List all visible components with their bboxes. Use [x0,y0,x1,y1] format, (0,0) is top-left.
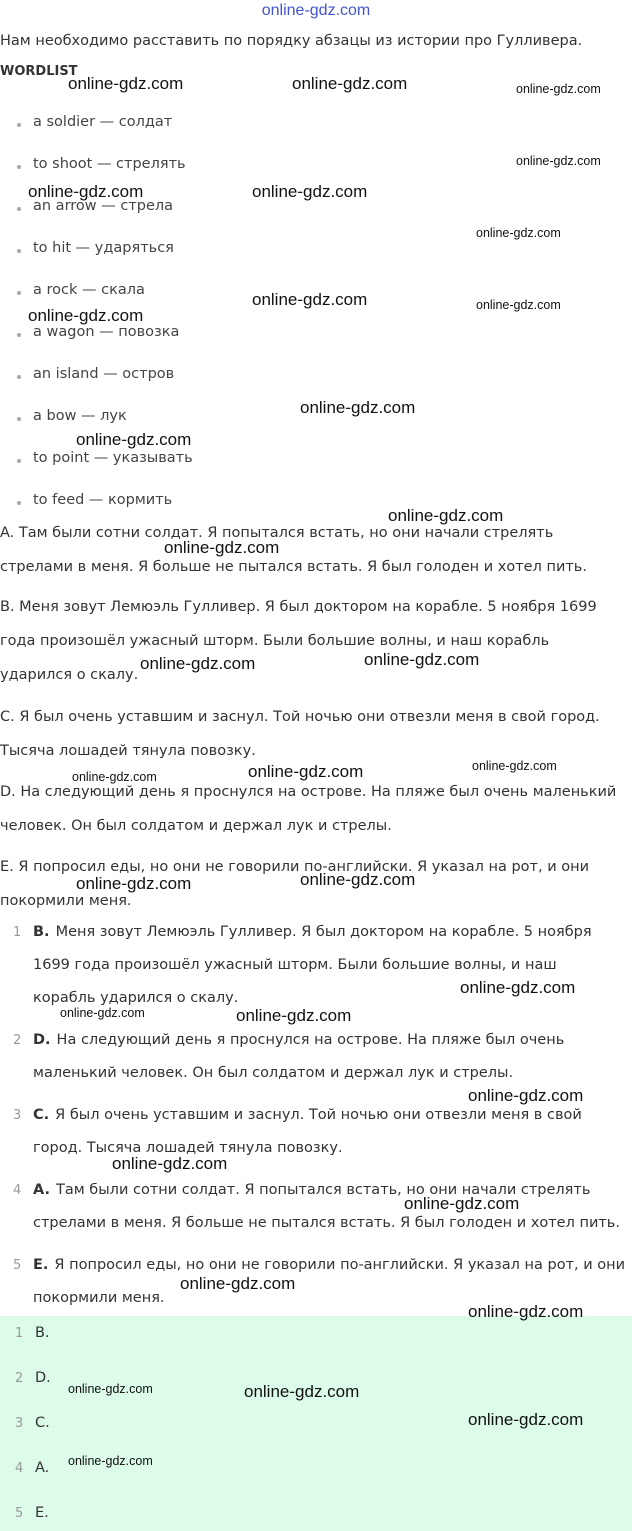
paragraph-line: стрелами в меня. Я больше не пытался встать. Я был голоден и хотел пить. [0,559,587,575]
watermark: online-gdz.com [180,1274,296,1293]
watermark: online-gdz.com [252,290,368,309]
watermark: online-gdz.com [300,398,416,417]
answer-number: 5 [15,1506,24,1521]
paragraph-c [0,700,632,768]
watermark: online-gdz.com [364,650,480,669]
item-number: 1 [13,925,22,940]
watermark: online-gdz.com [140,654,256,673]
watermark: online-gdz.com [68,1454,153,1468]
watermark: online-gdz.com [252,182,368,201]
watermark: online-gdz.com [468,1086,584,1105]
bullet-icon [17,207,21,211]
watermark: online-gdz.com [460,978,576,997]
watermark: online-gdz.com [112,1154,228,1173]
watermark: online-gdz.com [468,1302,584,1321]
wordlist-title: WORDLIST [0,64,78,79]
paragraph-a [0,516,632,584]
paragraph-d [0,775,632,843]
watermark: online-gdz.com [468,1410,584,1429]
watermark: online-gdz.com [472,759,557,773]
ordered-line: маленький человек. Он был солдатом и держал лук и стрелы. [33,1065,514,1081]
bullet-icon [17,165,21,169]
watermark: online-gdz.com [68,74,184,93]
answer-value: D. [35,1370,51,1386]
watermark: online-gdz.com [68,1382,153,1396]
answer-value: B. [35,1325,50,1341]
answer-number: 2 [15,1371,24,1386]
ordered-line: корабль ударился о скалу. [33,990,239,1006]
paragraph-line: покормили меня. [0,893,132,909]
item-number: 3 [13,1108,22,1123]
item-letter: C. [33,1107,50,1123]
watermark: online-gdz.com [76,430,192,449]
item-number: 2 [13,1033,22,1048]
item-number: 5 [13,1258,22,1273]
paragraph-line: C. Я был очень уставшим и заснул. Той ночью они отвезли меня в свой город. [0,709,600,725]
ordered-line: D. На следующий день я проснулся на острове. На пляже был очень [33,1032,565,1048]
watermark: online-gdz.com [388,506,504,525]
item-letter: E. [33,1257,49,1273]
watermark: online-gdz.com [292,74,408,93]
item-letter: A. [33,1182,50,1198]
item-number: 4 [13,1183,22,1198]
answer-value: A. [35,1460,50,1476]
bullet-icon [17,123,21,127]
bullet-icon [17,249,21,253]
ordered-line: покормили меня. [33,1290,165,1306]
paragraph-line: B. Меня зовут Лемюэль Гулливер. Я был доктором на корабле. 5 ноября 1699 [0,599,597,615]
watermark: online-gdz.com [248,762,364,781]
paragraph-line: человек. Он был солдатом и держал лук и стрелы. [0,818,392,834]
ordered-line: город. Тысяча лошадей тянула повозку. [33,1140,343,1156]
watermark: online-gdz.com [28,306,144,325]
watermark: online-gdz.com [236,1006,352,1025]
answer-value: C. [35,1415,50,1431]
bullet-icon [17,417,21,421]
answer-number: 4 [15,1461,24,1476]
task-intro: Нам необходимо расставить по порядку абзацы из истории про Гулливера. [0,33,583,49]
watermark: online-gdz.com [72,770,157,784]
paragraph-line: ударился о скалу. [0,667,139,683]
ordered-line: B. Меня зовут Лемюэль Гулливер. Я был доктором на корабле. 5 ноября [33,924,592,940]
watermark: online-gdz.com [244,1382,360,1401]
bullet-icon [17,375,21,379]
paragraph-line: D. На следующий день я проснулся на острове. На пляже был очень маленький [0,784,617,800]
bullet-icon [17,501,21,505]
watermark: online-gdz.com [476,226,561,240]
paragraph-b [0,590,632,692]
watermark: online-gdz.com [60,1006,145,1020]
paragraph-line: Тысяча лошадей тянула повозку. [0,743,256,759]
ordered-line: стрелами в меня. Я больше не пытался встать. Я был голоден и хотел пить. [33,1215,620,1231]
answer-value: E. [35,1505,49,1521]
bullet-icon [17,333,21,337]
watermark: online-gdz.com [476,298,561,312]
watermark: online-gdz.com [516,82,601,96]
item-letter: B. [33,924,50,940]
ordered-line: C. Я был очень уставшим и заснул. Той ночью они отвезли меня в свой [33,1107,582,1123]
paragraph-line: E. Я попросил еды, но они не говорили по-английски. Я указал на рот, и они [0,859,590,875]
watermark: online-gdz.com [76,874,192,893]
watermark: online-gdz.com [28,182,144,201]
answer-number: 3 [15,1416,24,1431]
ordered-line: E. Я попросил еды, но они не говорили по-английски. Я указал на рот, и они [33,1257,626,1273]
bullet-icon [17,291,21,295]
paragraph-line: A. Там были сотни солдат. Я попытался встать, но они начали стрелять [0,525,554,541]
ordered-line: A. Там были сотни солдат. Я попытался встать, но они начали стрелять [33,1182,591,1198]
watermark: online-gdz.com [516,154,601,168]
answer-number: 1 [15,1326,24,1341]
paragraph-line: года произошёл ужасный шторм. Были большие волны, и наш корабль [0,633,550,649]
site-header-link[interactable]: online-gdz.com [261,2,371,19]
bullet-icon [17,459,21,463]
watermark: online-gdz.com [404,1194,520,1213]
watermark: online-gdz.com [164,538,280,557]
watermark: online-gdz.com [300,870,416,889]
item-letter: D. [33,1032,51,1048]
ordered-line: 1699 года произошёл ужасный шторм. Были большие волны, и наш [33,957,557,973]
